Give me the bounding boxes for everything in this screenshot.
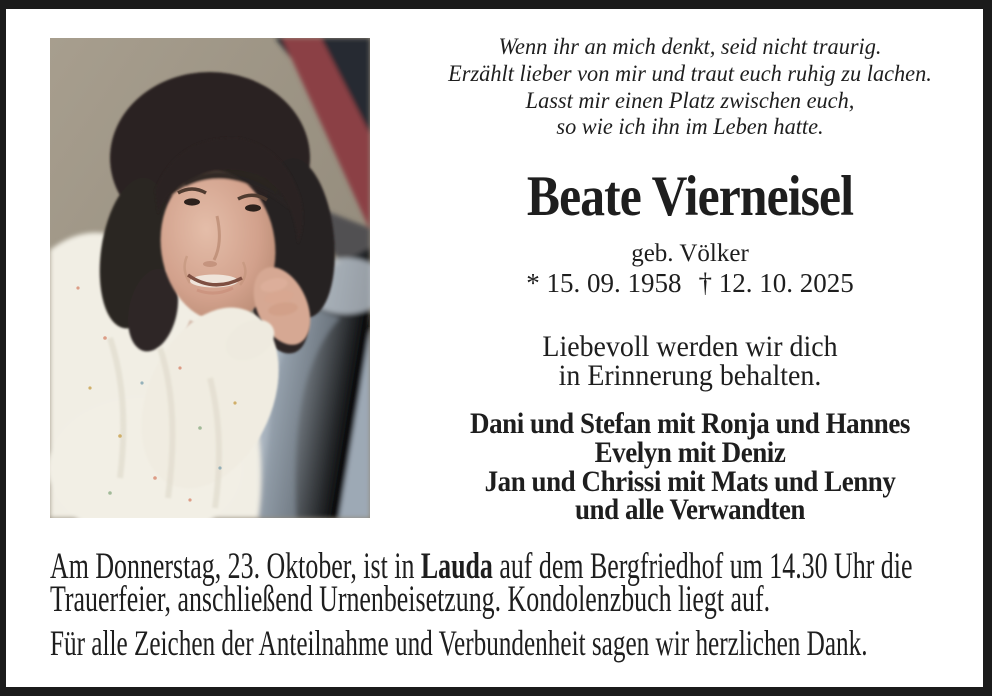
family-line: und alle Verwandten	[574, 493, 806, 527]
funeral-text-post: auf dem Bergfriedhof um 14.30 Uhr die	[492, 546, 913, 587]
memorial-poem	[424, 34, 956, 141]
life-dates	[410, 268, 970, 299]
remembrance-text	[430, 332, 951, 390]
portrait-photo	[50, 38, 370, 518]
poem-line: Erzählt lieber von mir und traut euch ruhig zu lachen.	[448, 60, 932, 87]
birth-date: * 15. 09. 1958	[526, 268, 682, 298]
poem-line: Wenn ihr an mich denkt, seid nicht traurig.	[498, 34, 882, 60]
funeral-details	[50, 546, 1000, 620]
funeral-line-2: Trauerfeier, anschließend Urnenbeisetzung. Kondolenzbuch liegt auf.	[50, 579, 771, 620]
death-date: † 12. 10. 2025	[698, 268, 854, 298]
deceased-name: Beate Vierneisel	[526, 165, 854, 228]
family-line: Dani und Stefan mit Ronja und Hannes	[470, 407, 910, 440]
funeral-location: Lauda	[420, 546, 493, 587]
thanks-line: Für alle Zeichen der Anteilnahme und Verbundenheit sagen wir herzlichen Dank.	[50, 623, 868, 663]
remembrance-line: Liebevoll werden wir dich	[542, 330, 838, 363]
family-names	[438, 407, 942, 527]
poem-line: Lasst mir einen Platz zwischen euch,	[525, 87, 855, 114]
family-line: Jan und Chrissi mit Mats und Lenny	[484, 464, 896, 498]
poem-line: so wie ich ihn im Leben hatte.	[556, 114, 824, 141]
remembrance-line: in Erinnerung behalten.	[558, 359, 822, 392]
funeral-text-pre: Am Donnerstag, 23. Oktober, ist in	[50, 546, 421, 587]
portrait-illustration	[50, 38, 370, 518]
maiden-name: geb. Völker	[631, 240, 749, 267]
family-line: Evelyn mit Deniz	[594, 435, 786, 469]
thanks-section	[50, 623, 1000, 663]
